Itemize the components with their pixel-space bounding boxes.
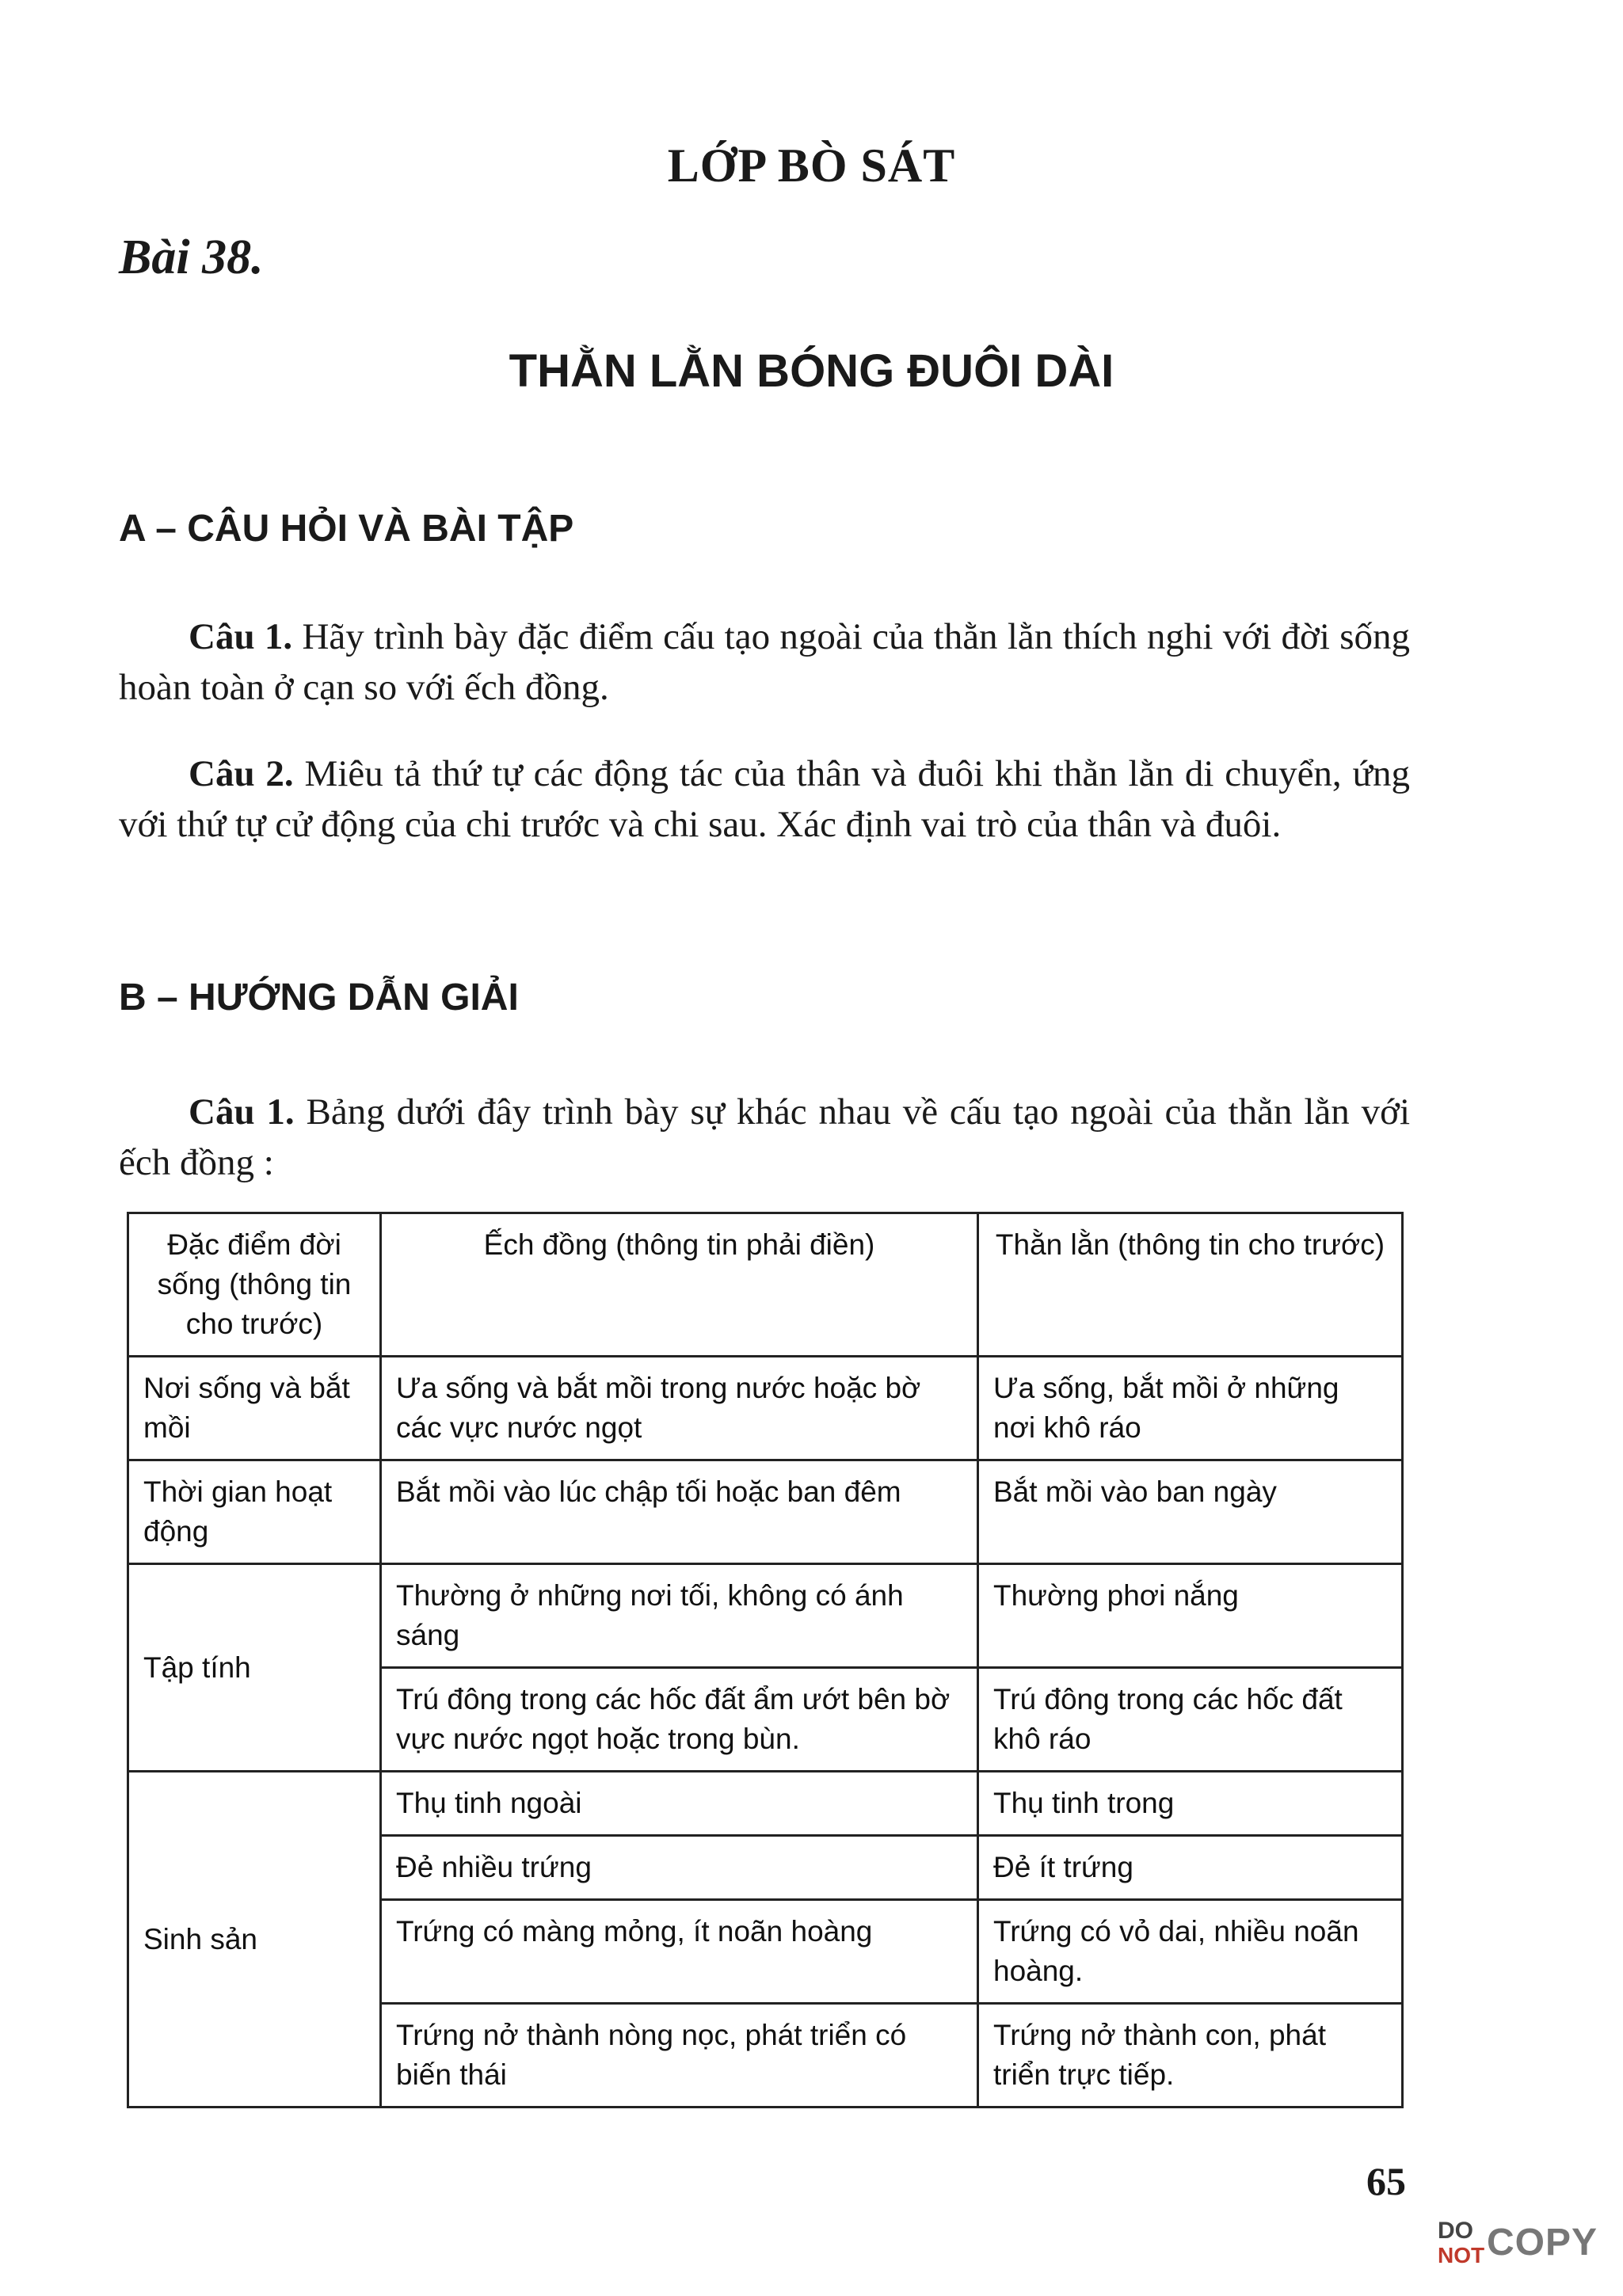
stamp-do: DO: [1438, 2218, 1473, 2244]
question-1: [119, 611, 1410, 713]
header-frog: Ếch đồng (thông tin phải điền): [381, 1213, 978, 1357]
header-feature: Đặc điểm đời sống (thông tin cho trước): [128, 1213, 381, 1357]
feature-cell: Thời gian hoạt động: [128, 1460, 381, 1564]
stamp-copy: COPY: [1487, 2222, 1598, 2264]
page-number: 65: [1366, 2159, 1406, 2203]
lizard-cell: Trứng nở thành con, phát triển trực tiếp.: [978, 2004, 1403, 2108]
feature-cell: Tập tính: [128, 1564, 381, 1772]
question-1-text: Hãy trình bày đặc điểm cấu tạo ngoài của thằn lằn thích nghi với đời sống hoàn toàn ở cạn so với ếch đồng.: [119, 616, 1410, 708]
answer-1-text: Bảng dưới đây trình bày sự khác nhau về cấu tạo ngoài của thằn lằn với ếch đồng :: [119, 1091, 1410, 1183]
lizard-cell: Trú đông trong các hốc đất khô ráo: [978, 1668, 1403, 1772]
lizard-cell: Thường phơi nắng: [978, 1564, 1403, 1668]
lizard-cell: Trứng có vỏ dai, nhiều noãn hoàng.: [978, 1900, 1403, 2004]
frog-cell: Thường ở những nơi tối, không có ánh sáng: [381, 1564, 978, 1668]
do-not-copy-stamp: [1438, 2218, 1596, 2273]
frog-cell: Thụ tinh ngoài: [381, 1772, 978, 1836]
feature-cell: Sinh sản: [128, 1772, 381, 2108]
part-a-heading: A – CÂU HỎI VÀ BÀI TẬP: [119, 508, 574, 550]
frog-cell: Bắt mồi vào lúc chập tối hoặc ban đêm: [381, 1460, 978, 1564]
feature-cell: Nơi sống và bắt mồi: [128, 1357, 381, 1460]
header-lizard: Thằn lằn (thông tin cho trước): [978, 1213, 1403, 1357]
table-row: [128, 1564, 1403, 1668]
frog-cell: Ưa sống và bắt mồi trong nước hoặc bờ các vực nước ngọt: [381, 1357, 978, 1460]
stamp-not: NOT: [1438, 2243, 1485, 2267]
lizard-cell: Thụ tinh trong: [978, 1772, 1403, 1836]
part-b-heading: B – HƯỚNG DẪN GIẢI: [119, 977, 519, 1019]
lizard-cell: Ưa sống, bắt mồi ở những nơi khô ráo: [978, 1357, 1403, 1460]
lesson-number: Bài 38.: [119, 230, 264, 284]
answer-1-label: Câu 1.: [189, 1091, 295, 1133]
table-header-row: [128, 1213, 1403, 1357]
question-2-label: Câu 2.: [189, 753, 294, 794]
frog-cell: Trứng nở thành nòng nọc, phát triển có biến thái: [381, 2004, 978, 2108]
lizard-cell: Bắt mồi vào ban ngày: [978, 1460, 1403, 1564]
table-row: [128, 1772, 1403, 1836]
frog-cell: Trứng có màng mỏng, ít noãn hoàng: [381, 1900, 978, 2004]
section-title: LỚP BÒ SÁT: [667, 139, 956, 192]
lizard-cell: Đẻ ít trứng: [978, 1836, 1403, 1900]
question-2: [119, 748, 1410, 850]
lesson-title: THẰN LẰN BÓNG ĐUÔI DÀI: [509, 345, 1114, 397]
frog-cell: Trú đông trong các hốc đất ẩm ướt bên bờ vực nước ngọt hoặc trong bùn.: [381, 1668, 978, 1772]
question-1-label: Câu 1.: [189, 616, 293, 657]
comparison-table: [127, 1212, 1404, 2108]
answer-1: [119, 1087, 1410, 1188]
frog-cell: Đẻ nhiều trứng: [381, 1836, 978, 1900]
table-row: [128, 1357, 1403, 1460]
table-row: [128, 1460, 1403, 1564]
question-2-text: Miêu tả thứ tự các động tác của thân và đuôi khi thằn lằn di chuyển, ứng với thứ tự cử động của chi trước và chi sau. Xác định vai trò của thân và đuôi.: [119, 753, 1411, 845]
